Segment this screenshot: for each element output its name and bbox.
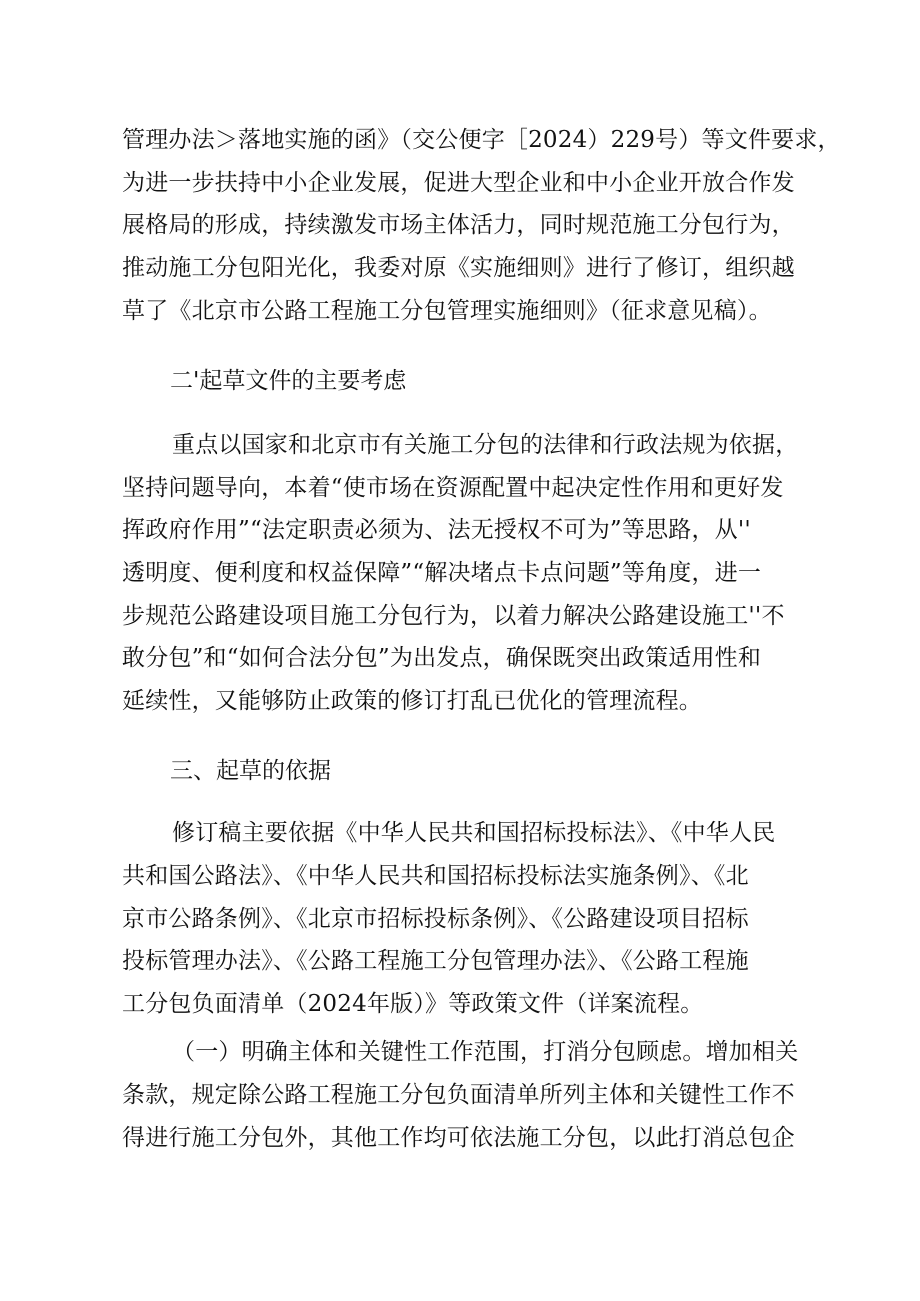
body-line: 修订稿主要依据《中华人民共和国招标投标法》、《中华人民 [172, 820, 776, 846]
body-line: 为进一步扶持中小企业发展，促进大型企业和中小企业开放合作发 [122, 170, 795, 196]
body-line: 投标管理办法》、《公路工程施工分包管理办法》、《公路工程施 [122, 948, 749, 974]
body-line: 管理办法＞落地实施的函》（交公便字［2024）229号）等文件要求， [122, 127, 841, 153]
body-line: 推动施工分包阳光化，我委对原《实施细则》进行了修订，组织越 [122, 255, 795, 281]
body-line: 工分包负面清单（2024年版）》等政策文件（详案流程。 [122, 991, 704, 1017]
body-line: 重点以国家和北京市有关施工分包的法律和行政法规为依据， [172, 432, 799, 458]
section-heading: 三、起草的依据 [170, 758, 331, 784]
body-line: 敢分包”和“如何合法分包”为出发点，确保既突出政策适用性和 [122, 645, 762, 671]
body-line: 坚持问题导向，本着“使市场在资源配置中起决定性作用和更好发 [122, 475, 784, 501]
body-line: 京市公路条例》、《北京市招标投标条例》、《公路建设项目招标 [122, 906, 749, 932]
body-line: （一）明确主体和关键性工作范围，打消分包顾虑。增加相关 [172, 1039, 799, 1065]
section-heading: 二'起草文件的主要考虑 [170, 368, 407, 394]
body-line: 透明度、便利度和权益保障”“解决堵点卡点问题”等角度，进一 [122, 560, 762, 586]
body-line: 共和国公路法》、《中华人民共和国招标投标法实施条例》、《北 [122, 863, 749, 889]
body-line: 展格局的形成，持续激发市场主体活力，同时规范施工分包行为， [122, 212, 795, 238]
body-line: 延续性，又能够防止政策的修订打乱已优化的管理流程。 [122, 688, 702, 714]
body-line: 草了《北京市公路工程施工分包管理实施细则》（征求意见稿）。 [122, 298, 772, 324]
body-line: 步规范公路建设项目施工分包行为，以着力解决公路建设施工''不 [122, 603, 785, 629]
body-line: 条款，规定除公路工程施工分包负面清单所列主体和关键性工作不 [122, 1082, 795, 1108]
body-line: 挥政府作用”“法定职责必须为、法无授权不可为”等思路，从'' [122, 517, 751, 543]
body-line: 得进行施工分包外，其他工作均可依法施工分包，以此打消总包企 [122, 1125, 795, 1151]
